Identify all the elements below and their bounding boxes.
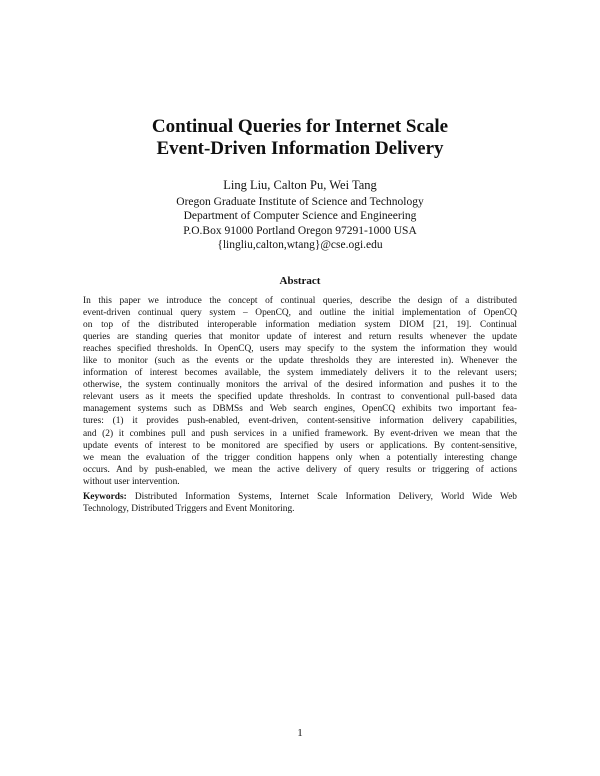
affiliation-line-3: P.O.Box 91000 Portland Oregon 97291-1000 USA <box>183 224 417 237</box>
abstract-line: tures: (1) it provides push-enabled, event-driven, content-sensitive information delivery capabilities, <box>83 416 517 427</box>
abstract-line: like to monitor (such as the events or the update thresholds they are interested in). Whenever the <box>83 356 517 367</box>
title-line-2: Event-Driven Information Delivery <box>156 138 444 159</box>
abstract-line: In this paper we introduce the concept of continual queries, describe the design of a distributed <box>83 296 517 306</box>
author-block <box>0 178 600 253</box>
abstract-line: otherwise, the system continually monitors the arrival of the desired information and pushes it to the <box>83 380 517 391</box>
abstract-line: we mean the evaluation of the trigger condition happens only when a potentially interesting change <box>83 452 517 463</box>
page-number: 1 <box>297 727 303 739</box>
abstract-line: management systems such as DBMSs and Web search engines, OpenCQ exhibits two important fea- <box>83 404 517 415</box>
abstract-line: information of interest becomes available, the system immediately delivers it to the relevant users; <box>83 368 517 379</box>
paper-title <box>0 116 600 160</box>
keywords-label: Keywords: <box>83 492 127 502</box>
author-email: {lingliu,calton,wtang}@cse.ogi.edu <box>217 239 383 251</box>
affiliation-line-1: Oregon Graduate Institute of Science and Technology <box>176 195 424 208</box>
author-names: Ling Liu, Calton Pu, Wei Tang <box>223 178 377 192</box>
abstract-line: without user intervention. <box>83 476 180 487</box>
title-line-1: Continual Queries for Internet Scale <box>151 116 449 137</box>
abstract-line: relevant users as it meets the specified update thresholds. In contrast to conventional pull-based data <box>83 392 517 403</box>
abstract-line: reaches specified thresholds. In OpenCQ, users may specify to the system the information they would <box>83 344 517 355</box>
abstract-line: event-driven continual query system – OpenCQ, and outline the initial implementation of OpenCQ <box>83 308 517 319</box>
abstract-body <box>83 295 517 488</box>
abstract-line: and (2) it combines pull and push services in a unified framework. By event-driven we mean that the <box>83 428 517 439</box>
abstract-line: occurs. And by push-enabled, we mean the active delivery of query results or triggering of actions <box>83 464 517 475</box>
keywords-block <box>83 491 517 515</box>
affiliation-line-2: Department of Computer Science and Engineering <box>183 210 417 222</box>
abstract-line: update events of interest to be monitored are specified by users or applications. By content-sensitive, <box>83 440 517 451</box>
abstract-heading: Abstract <box>279 275 321 287</box>
keywords-text-line-1: Distributed Information Systems, Internet Scale Information Delivery, World Wide Web <box>126 492 517 502</box>
abstract-line: on top of the distributed interoperable information mediation system DIOM [21, 19]. Continual <box>83 320 517 331</box>
keywords-text-line-2: Technology, Distributed Triggers and Event Monitoring. <box>83 504 295 515</box>
abstract-line: queries are standing queries that monitor update of interest and return results whenever the update <box>83 332 517 343</box>
